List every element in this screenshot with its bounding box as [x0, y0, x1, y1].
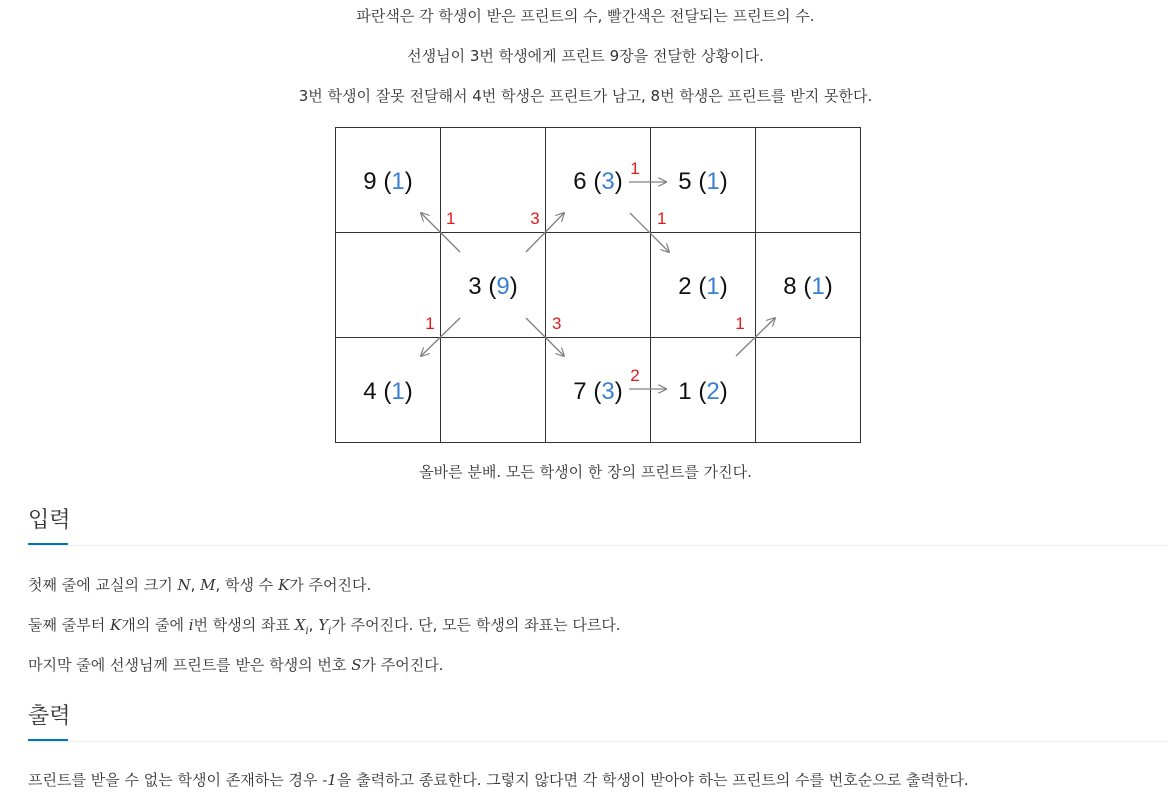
transfer-label: 1 — [446, 209, 456, 228]
transfer-label: 1 — [657, 209, 667, 228]
transfer-label: 3 — [552, 314, 562, 333]
transfer-label: 2 — [630, 366, 640, 385]
output-section-title: 출력 — [28, 704, 71, 729]
classroom-diagram — [330, 122, 870, 448]
cell-student-6: 6 (3) — [573, 168, 623, 195]
cell-student-1: 1 (2) — [678, 378, 728, 405]
transfer-label: 1 — [630, 159, 640, 178]
cell-student-2: 2 (1) — [678, 273, 728, 300]
cell-student-3: 3 (9) — [468, 273, 518, 300]
input-section-divider — [28, 545, 1168, 546]
cell-student-4: 4 (1) — [363, 378, 413, 405]
transfer-label: 3 — [530, 209, 540, 228]
caption-line-3: 3번 학생이 잘못 전달해서 4번 학생은 프린트가 남고, 8번 학생은 프린트를 받지 못한다. — [298, 87, 873, 105]
caption-line-1: 파란색은 각 학생이 받은 프린트의 수, 빨간색은 전달되는 프린트의 수. — [356, 7, 815, 25]
input-line-2: 둘째 줄부터 K개의 줄에 i번 학생의 좌표 $X_i$, $Y_i$가 주어진다. 단, 모든 학생의 좌표는 다르다. — [28, 616, 621, 637]
transfer-label: 1 — [735, 314, 745, 333]
cell-student-9: 9 (1) — [363, 168, 413, 195]
caption-bottom: 올바른 분배. 모든 학생이 한 장의 프린트를 가진다. — [419, 463, 752, 481]
cell-student-8: 8 (1) — [783, 273, 833, 300]
caption-line-2: 선생님이 3번 학생에게 프린트 9장을 전달한 상황이다. — [407, 47, 764, 65]
input-line-1: 첫째 줄에 교실의 크기 N, M, 학생 수 K가 주어진다. — [28, 576, 372, 594]
cell-student-5: 5 (1) — [678, 168, 728, 195]
input-section-title: 입력 — [28, 508, 71, 533]
output-line-1: 프린트를 받을 수 없는 학생이 존재하는 경우 -1을 출력하고 종료한다. 그렇지 않다면 각 학생이 받아야 하는 프린트의 수를 번호순으로 출력한다. — [28, 771, 969, 789]
cell-student-7: 7 (3) — [573, 378, 623, 405]
output-section-divider — [28, 741, 1168, 742]
transfer-label: 1 — [425, 314, 435, 333]
input-line-3: 마지막 줄에 선생님께 프린트를 받은 학생의 번호 S가 주어진다. — [28, 656, 444, 674]
